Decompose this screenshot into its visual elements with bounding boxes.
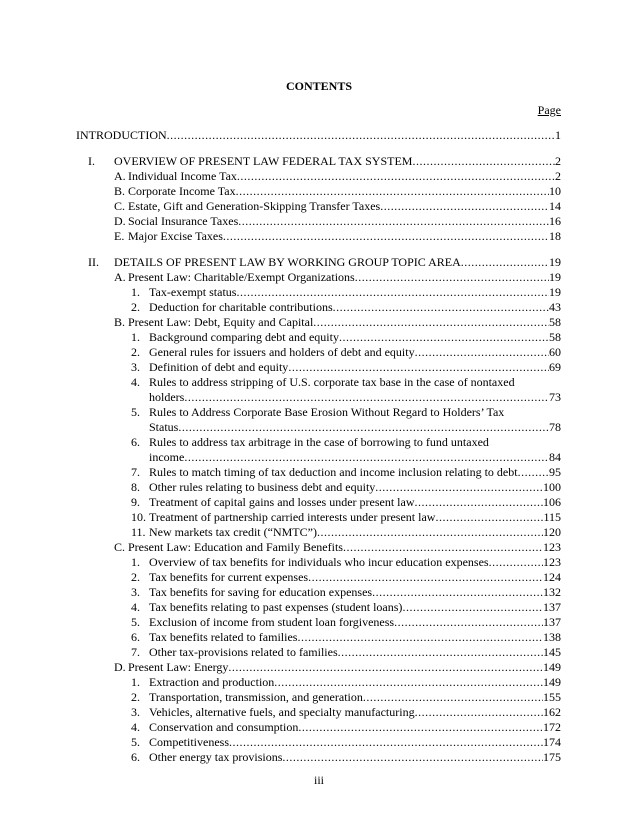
dot-leader [412,154,555,168]
toc-entry-page: 84 [549,450,561,464]
toc-entry-label: Social Insurance Taxes [128,214,239,228]
dot-leader [338,645,543,659]
toc-entry[interactable] [149,690,561,704]
toc-entry-number: 8. [131,480,140,494]
toc-entry[interactable] [128,229,561,243]
toc-entry-number: 1. [131,675,140,689]
toc-entry-number: 1. [131,285,140,299]
toc-entry-number: 2. [131,345,140,359]
toc-entry-label: Tax benefits related to families [149,630,298,644]
toc-entry-label: Rules to Address Corporate Base Erosion Without Regard to Holders’ Tax [149,405,505,419]
toc-entry-number: 1. [131,555,140,569]
toc-entry-page: 19 [549,285,561,299]
dot-leader [228,660,543,674]
toc-entry[interactable] [114,154,561,168]
dot-leader [298,720,543,734]
dot-leader [394,615,543,629]
toc-entry-page: 106 [543,495,561,509]
toc-entry-page: 172 [543,720,561,734]
toc-entry-page: 58 [549,330,561,344]
toc-entry-page: 137 [543,615,561,629]
toc-entry[interactable] [149,600,561,614]
toc-entry-label: Overview of tax benefits for individuals who incur education expenses [149,555,489,569]
dot-leader [415,495,544,509]
toc-entry-label: Tax-exempt status [149,285,237,299]
toc-entry[interactable] [149,705,561,719]
toc-entry-page: 69 [549,360,561,374]
toc-entry-label: Present Law: Debt, Equity and Capital [128,315,314,329]
dot-leader [333,300,549,314]
toc-entry[interactable] [149,390,561,404]
toc-entry[interactable] [76,128,561,142]
toc-entry-label: Transportation, transmission, and generation [149,690,363,704]
toc-entry[interactable] [149,675,561,689]
toc-entry[interactable] [128,169,561,183]
toc-entry-label: Background comparing debt and equity [149,330,339,344]
toc-entry-label: Present Law: Energy [128,660,229,674]
toc-entry-label: New markets tax credit (“NMTC”) [149,525,317,539]
toc-entry-page: 138 [543,630,561,644]
toc-entry-label: Rules to address tax arbitrage in the case of borrowing to fund untaxed [149,435,489,449]
toc-entry-label: Deduction for charitable contributions [149,300,333,314]
toc-entry-page: 120 [543,525,561,539]
toc-entry[interactable] [128,660,561,674]
toc-entry-label: Other rules relating to business debt and equity [149,480,376,494]
toc-entry[interactable] [149,645,561,659]
dot-leader [372,585,543,599]
toc-entry-number: D. [114,214,126,228]
toc-entry[interactable] [149,465,561,479]
toc-entry[interactable] [128,214,561,228]
dot-leader [363,690,543,704]
toc-entry-label-continuation: holders [149,390,185,404]
toc-entry-number: 3. [131,705,140,719]
toc-entry-label: Extraction and production [149,675,275,689]
toc-entry-number: B. [114,184,126,198]
dot-leader [355,270,549,284]
toc-entry-label: Other tax-provisions related to families [149,645,338,659]
toc-entry-page: 145 [543,645,561,659]
toc-entry-page: 132 [543,585,561,599]
dot-leader [236,184,549,198]
toc-entry[interactable] [128,315,561,329]
toc-entry-number: 5. [131,405,140,419]
toc-entry-label: Definition of debt and equity [149,360,289,374]
toc-entry[interactable] [149,615,561,629]
dot-leader [375,480,543,494]
toc-entry-number: 4. [131,375,140,389]
toc-entry-label: Present Law: Education and Family Benefits [128,540,343,554]
toc-entry-label: Present Law: Charitable/Exempt Organizations [128,270,355,284]
toc-entry-label: Rules to address stripping of U.S. corporate tax base in the case of nontaxed [149,375,515,389]
toc-entry-number: 10. [131,510,146,524]
toc-entry-number: 5. [131,615,140,629]
dot-leader [236,285,549,299]
toc-entry-page: 115 [543,510,561,524]
toc-entry-number: 6. [131,435,140,449]
toc-entry-label: Individual Income Tax [128,169,237,183]
dot-leader [297,630,543,644]
toc-entry-number: 2. [131,300,140,314]
toc-entry[interactable] [128,540,561,554]
toc-entry-page: 18 [549,229,561,243]
toc-entry-label: Other energy tax provisions [149,750,283,764]
toc-entry-number: A. [114,270,126,284]
toc-entry-page: 2 [555,154,561,168]
dot-leader [339,330,549,344]
toc-entry-label: General rules for issuers and holders of debt and equity [149,345,415,359]
toc-entry[interactable] [128,199,561,213]
dot-leader [237,169,555,183]
dot-leader [223,229,549,243]
toc-entry[interactable] [114,255,561,269]
toc-entry-page: 19 [549,270,561,284]
dot-leader [313,315,549,329]
toc-entry-page: 19 [549,255,561,269]
dot-leader [184,390,549,404]
toc-entry-number: 1. [131,330,140,344]
toc-entry-number: 7. [131,645,140,659]
toc-entry[interactable] [149,750,561,764]
toc-entry-page: 100 [543,480,561,494]
toc-entry-page: 123 [543,555,561,569]
toc-entry[interactable] [149,630,561,644]
toc-entry[interactable] [149,720,561,734]
dot-leader [288,360,549,374]
dot-leader [229,735,543,749]
dot-leader [317,525,543,539]
toc-entry-number: 7. [131,465,140,479]
toc-entry-label: Treatment of partnership carried interests under present law [149,510,436,524]
toc-entry-page: 16 [549,214,561,228]
toc-entry-page: 2 [555,169,561,183]
toc-entry[interactable] [149,300,561,314]
toc-entry-page: 10 [549,184,561,198]
toc-entry-label: Exclusion of income from student loan forgiveness [149,615,395,629]
dot-leader [518,465,549,479]
toc-entry[interactable] [149,480,561,494]
toc-entry[interactable] [149,510,561,524]
toc-entry-label: Estate, Gift and Generation-Skipping Transfer Taxes [128,199,381,213]
toc-entry[interactable] [149,345,561,359]
toc-entry-label: Treatment of capital gains and losses under present law [149,495,415,509]
toc-entry-label-continuation: income [149,450,185,464]
toc-entry-page: 149 [543,660,561,674]
toc-entry-label: Tax benefits for current expenses [149,570,309,584]
toc-entry-number: I. [88,154,95,168]
toc-entry-number: 6. [131,630,140,644]
toc-entry-number: D. [114,660,126,674]
toc-entry-number: E. [114,229,125,243]
dot-leader [282,750,543,764]
dot-leader [435,510,543,524]
toc-entry-page: 175 [543,750,561,764]
toc-entry-label: Tax benefits relating to past expenses (student loans) [149,600,403,614]
toc-entry-number: A. [114,169,126,183]
toc-entry[interactable] [149,585,561,599]
toc-entry-page: 78 [549,420,561,434]
dot-leader [167,128,555,142]
dot-leader [415,345,549,359]
toc-entry-number: II. [88,255,99,269]
toc-entry-page: 58 [549,315,561,329]
toc-entry-number: 3. [131,360,140,374]
toc-entry-page: 155 [543,690,561,704]
toc-entry-label-continuation: Status [149,420,179,434]
toc-entry-number: 5. [131,735,140,749]
toc-entry-page: 149 [543,675,561,689]
page-title: CONTENTS [285,79,353,93]
toc-entry-number: 2. [131,570,140,584]
toc-entry-page: 95 [549,465,561,479]
toc-entry-label: Tax benefits for saving for education expenses [149,585,373,599]
dot-leader [380,199,549,213]
toc-entry-page: 174 [543,735,561,749]
toc-entry[interactable] [149,285,561,299]
toc-entry-number: 4. [131,720,140,734]
toc-entry-number: B. [114,315,126,329]
toc-entry-number: 2. [131,690,140,704]
dot-leader [343,540,543,554]
dot-leader [238,214,549,228]
dot-leader [415,705,543,719]
toc-entry[interactable] [149,525,561,539]
toc-entry[interactable] [149,330,561,344]
dot-leader [184,450,549,464]
toc-entry-number: C. [114,540,126,554]
toc-entry-page: 1 [555,128,561,142]
page-number-footer: iii [313,773,324,787]
toc-entry[interactable] [149,495,561,509]
page-column-header-text: Page [537,103,561,117]
toc-entry[interactable] [149,735,561,749]
toc-entry-page: 73 [549,390,561,404]
dot-leader [308,570,543,584]
toc-entry-label: Major Excise Taxes [128,229,223,243]
toc-entry[interactable] [128,184,561,198]
toc-entry-page: 43 [549,300,561,314]
dot-leader [461,255,549,269]
toc-entry[interactable] [149,450,561,464]
toc-entry-page: 14 [549,199,561,213]
dot-leader [489,555,543,569]
toc-entry-page: 123 [543,540,561,554]
toc-entry-label: Rules to match timing of tax deduction and income inclusion relating to debt [149,465,518,479]
toc-entry-page: 162 [543,705,561,719]
toc-entry-label: Corporate Income Tax [128,184,236,198]
dot-leader [274,675,543,689]
toc-entry-number: 11. [131,525,146,539]
toc-entry-number: 9. [131,495,140,509]
toc-entry-label: INTRODUCTION [76,128,167,142]
toc-entry-label: Conservation and consumption [149,720,299,734]
toc-entry[interactable] [149,360,561,374]
toc-entry-number: 4. [131,600,140,614]
toc-entry-number: 3. [131,585,140,599]
toc-entry-page: 60 [549,345,561,359]
toc-entry-label: Competitiveness [149,735,229,749]
toc-entry-label: DETAILS OF PRESENT LAW BY WORKING GROUP TOPIC AREA [114,255,461,269]
toc-entry-label: Vehicles, alternative fuels, and specialty manufacturing [149,705,415,719]
toc-entry-page: 137 [543,600,561,614]
toc-entry-number: 6. [131,750,140,764]
toc-entry-number: C. [114,199,126,213]
toc-entry-page: 124 [543,570,561,584]
dot-leader [178,420,549,434]
toc-entry[interactable] [128,270,561,284]
toc-entry[interactable] [149,555,561,569]
toc-entry[interactable] [149,570,561,584]
toc-entry-label: OVERVIEW OF PRESENT LAW FEDERAL TAX SYSTEM [114,154,413,168]
dot-leader [402,600,543,614]
toc-entry[interactable] [149,420,561,434]
